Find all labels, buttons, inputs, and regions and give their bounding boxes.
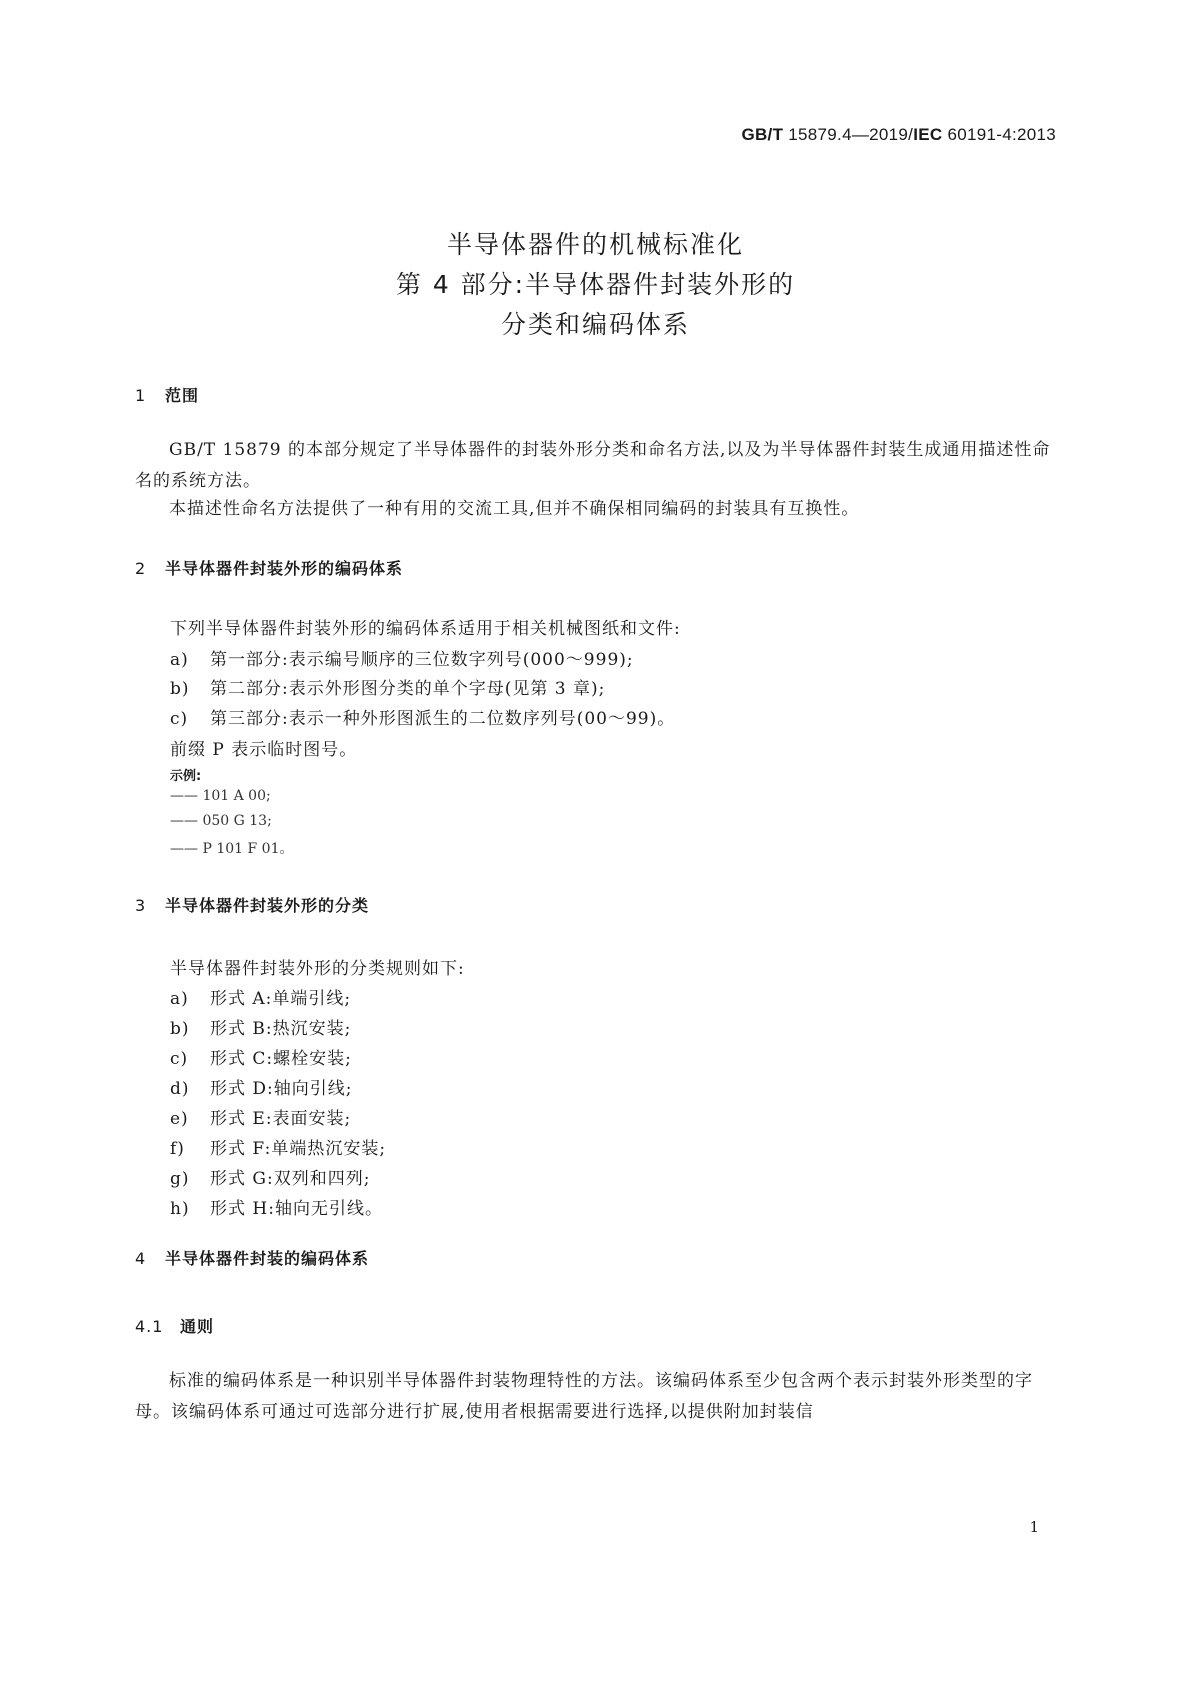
- list-text: 形式 A:单端引线;: [210, 989, 352, 1009]
- list-text: 形式 E:表面安装;: [210, 1109, 352, 1129]
- example-item: —— 101 A 00;: [170, 788, 271, 804]
- document-title: [0, 225, 1191, 345]
- list-marker: c): [170, 709, 189, 729]
- list-marker: d): [170, 1079, 190, 1099]
- list-item: [170, 1164, 370, 1189]
- section-1-paragraph-2: 本描述性命名方法提供了一种有用的交流工具,但并不确保相同编码的封装具有互换性。: [169, 499, 860, 519]
- list-item: [170, 1014, 351, 1039]
- list-text: 第三部分:表示一种外形图派生的二位数序列号(00～99)。: [210, 709, 676, 729]
- list-item: [170, 1134, 386, 1159]
- list-marker: g): [170, 1169, 190, 1189]
- list-marker: b): [170, 1019, 190, 1039]
- example-item: —— P 101 F 01。: [170, 841, 294, 857]
- list-marker: h): [170, 1199, 190, 1219]
- list-text: 形式 B:热沉安装;: [210, 1019, 352, 1039]
- title-line-2: 第 4 部分:半导体器件封装外形的: [395, 270, 796, 299]
- list-text: 第二部分:表示外形图分类的单个字母(见第 3 章);: [210, 679, 606, 699]
- section-title: 半导体器件封装外形的分类: [165, 896, 370, 915]
- list-marker: e): [170, 1109, 189, 1129]
- list-item: [170, 984, 351, 1009]
- list-text: 形式 H:轴向无引线。: [210, 1199, 383, 1219]
- std-prefix: GB/T: [741, 125, 784, 144]
- list-marker: a): [170, 989, 189, 1009]
- list-text: 形式 D:轴向引线;: [210, 1079, 353, 1099]
- section-4-heading: [135, 1246, 369, 1269]
- title-line-3: 分类和编码体系: [500, 310, 690, 339]
- section-number: 3: [135, 896, 147, 915]
- list-text: 形式 G:双列和四列;: [210, 1169, 371, 1189]
- title-line-1: 半导体器件的机械标准化: [446, 230, 744, 259]
- section-4-1-paragraph-1: 标准的编码体系是一种识别半导体器件封装物理特性的方法。该编码体系至少包含两个表示封装外形类型的字母。该编码体系可通过可选部分进行扩展,使用者根据需要进行选择,以提供附加封装信: [135, 1371, 1033, 1422]
- section-number: 4: [135, 1249, 147, 1268]
- page-number: 1: [1029, 1518, 1039, 1536]
- section-3-intro: 半导体器件封装外形的分类规则如下:: [170, 959, 465, 979]
- list-marker: f): [170, 1139, 185, 1159]
- list-text: 第一部分:表示编号顺序的三位数字列号(000～999);: [210, 650, 634, 670]
- section-2-intro: 下列半导体器件封装外形的编码体系适用于相关机械图纸和文件:: [170, 619, 681, 639]
- std-rest: 15879.4—2019/: [783, 125, 914, 144]
- section-2-heading: [135, 556, 403, 579]
- section-title: 半导体器件封装的编码体系: [165, 1249, 370, 1268]
- list-item: [170, 674, 605, 699]
- list-item: [170, 1194, 383, 1219]
- list-item: [170, 1044, 352, 1069]
- section-number: 4.1: [135, 1317, 164, 1336]
- list-marker: b): [170, 679, 190, 699]
- section-3-heading: [135, 893, 369, 916]
- list-text: 形式 C:螺栓安装;: [210, 1049, 352, 1069]
- list-marker: c): [170, 1049, 189, 1069]
- section-title: 通则: [180, 1317, 215, 1336]
- section-1-heading: [135, 383, 199, 406]
- prefix-note: 前缀 P 表示临时图号。: [170, 740, 358, 760]
- iec-rest: 60191-4:2013: [942, 125, 1056, 144]
- section-number: 1: [135, 386, 147, 405]
- list-item: [170, 1104, 351, 1129]
- example-item: —— 050 G 13;: [170, 813, 272, 829]
- list-item: [170, 704, 675, 729]
- list-text: 形式 F:单端热沉安装;: [210, 1139, 387, 1159]
- list-marker: a): [170, 650, 189, 670]
- list-item: [170, 1074, 353, 1099]
- section-title: 范围: [165, 386, 200, 405]
- standard-number-header: [741, 125, 1056, 145]
- iec-prefix: IEC: [913, 125, 943, 144]
- section-number: 2: [135, 559, 147, 578]
- section-4-1-heading: [135, 1314, 214, 1337]
- list-item: [170, 645, 634, 670]
- example-label: 示例:: [170, 769, 202, 784]
- section-title: 半导体器件封装外形的编码体系: [165, 559, 404, 578]
- section-1-paragraph-1: GB/T 15879 的本部分规定了半导体器件的封装外形分类和命名方法,以及为半导体器件封装生成通用描述性命名的系统方法。: [135, 440, 1051, 491]
